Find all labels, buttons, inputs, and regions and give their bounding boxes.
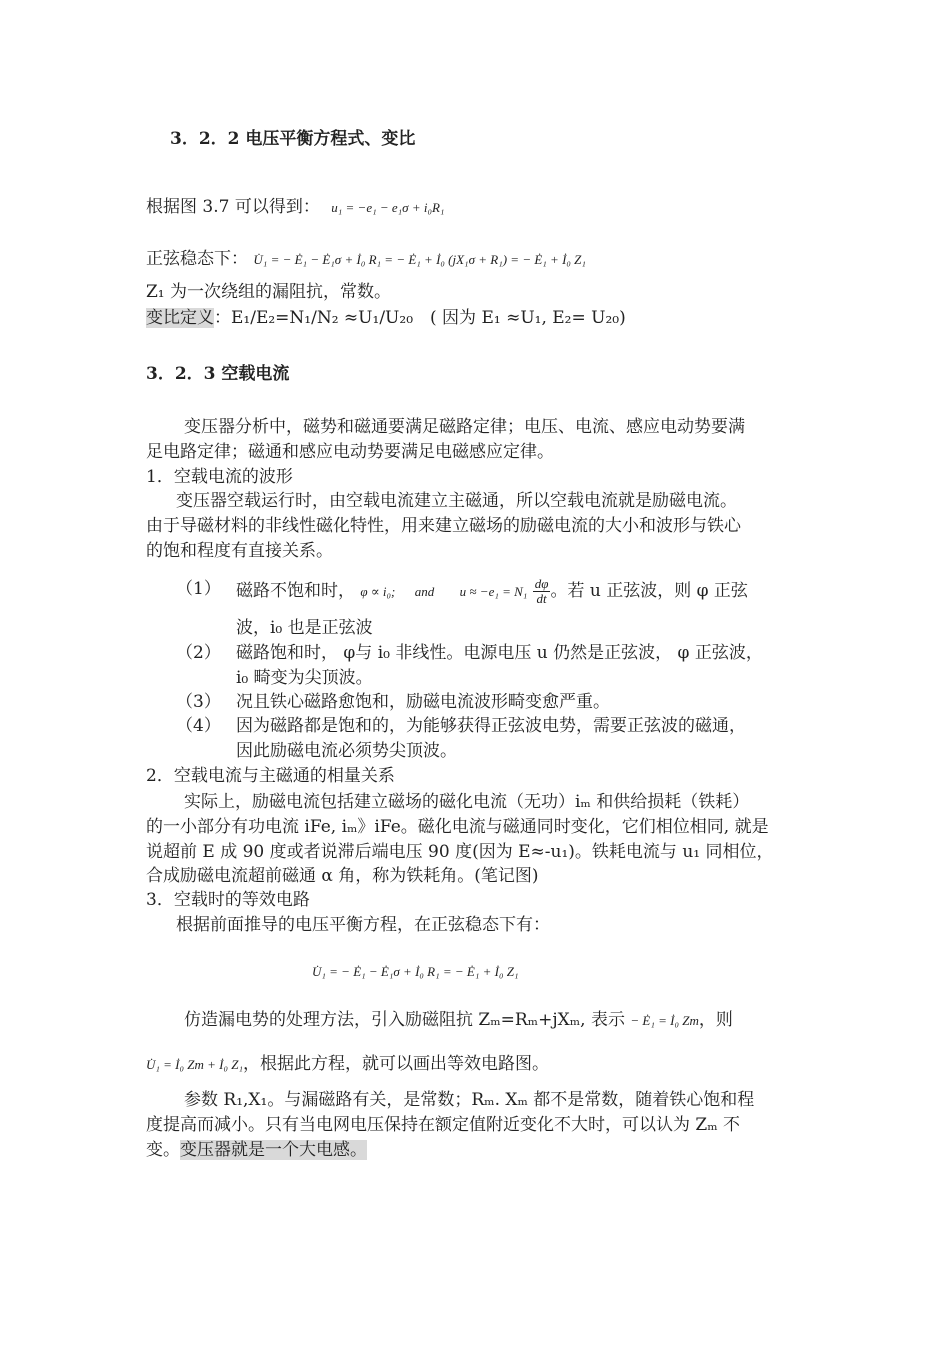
- paragraph-text: 仿造漏电势的处理方法，引入励磁阻抗 Zₘ=Rₘ+jXₘ, 表示: [184, 1010, 625, 1030]
- paragraph-line: [184, 1008, 733, 1033]
- eq-line-2-text: 正弦稳态下：: [146, 249, 248, 269]
- paragraph-line: 参数 R₁,X₁。与漏磁路有关，是常数；Rₘ. Xₘ 都不是常数，随着铁心饱和程: [184, 1090, 755, 1110]
- eq-line-2-formula: U̇₁ = − Ė₁ − Ė₁σ + İ₀ R₁ = − Ė₁ + İ₀ (jX₁σ + R₁) = − Ė₁ + İ₀ Z₁: [253, 252, 586, 267]
- eq-line-2: [146, 247, 586, 272]
- section-heading-3-2-3: 3．2．3 空载电流: [146, 364, 290, 384]
- paragraph-line: 的一小部分有功电流 iFe, iₘ》iFe。磁化电流与磁通同时变化，它们相位相同, 就是: [146, 817, 769, 837]
- section-heading-3-2-2: 3．2．2 电压平衡方程式、变比: [170, 129, 416, 149]
- paragraph-text: ，则: [698, 1010, 733, 1030]
- derivative-fraction: [533, 577, 551, 606]
- fraction-denominator: dt: [536, 591, 547, 606]
- paragraph-line: 合成励磁电流超前磁通 α 角，称为铁耗角。(笔记图): [146, 866, 539, 886]
- list-item-number: （2）: [176, 643, 221, 663]
- list-item: [236, 577, 748, 606]
- centered-equation: [312, 959, 519, 984]
- list-item-number: （1）: [176, 579, 221, 599]
- faraday-formula: u ≈ −e₁ = N₁: [459, 584, 528, 599]
- paragraph-line: 说超前 E 成 90 度或者说滞后端电压 90 度(因为 E≈-u₁)。铁耗电流与 u₁ 同相位，: [146, 842, 774, 862]
- paragraph-line: [146, 1052, 549, 1077]
- list-item-continuation: 波，i₀ 也是正弦波: [236, 618, 373, 638]
- paragraph-line: 变压器空载运行时，由空载电流建立主磁通，所以空载电流就是励磁电流。: [176, 491, 737, 511]
- list-item-continuation: 因此励磁电流必须势尖顶波。: [236, 741, 457, 761]
- paragraph-line: 足电路定律；磁通和感应电动势要满足电磁感应定律。: [146, 442, 554, 462]
- eq-line-1: [146, 195, 444, 220]
- paragraph-text: 变。: [146, 1140, 180, 1160]
- proportional-formula: φ ∝ i₀;: [360, 584, 396, 599]
- z1-definition: Z₁ 为一次绕组的漏阻抗，常数。: [146, 282, 392, 302]
- paragraph-line: 由于导磁材料的非线性磁化特性，用来建立磁场的励磁电流的大小和波形与铁心: [146, 516, 741, 536]
- subsection-title-2: 2．空载电流与主磁通的相量关系: [146, 766, 395, 786]
- excitation-formula: − Ė₁ = İ₀ Zm: [630, 1013, 699, 1028]
- eq-line-1-formula: u₁ = −e₁ − e₁σ + i₀R₁: [331, 200, 445, 215]
- list-item-number: （4）: [176, 716, 221, 736]
- paragraph-line: 变压器分析中，磁势和磁通要满足磁路定律；电压、电流、感应电动势要满: [184, 417, 745, 437]
- list-item-text: 因为磁路都是饱和的，为能够获得正弦波电势，需要正弦波的磁通，: [236, 716, 746, 736]
- paragraph-line: 的饱和程度有直接关系。: [146, 541, 333, 561]
- paragraph-line: 根据前面推导的电压平衡方程，在正弦稳态下有：: [176, 915, 550, 935]
- turns-ratio-formula: ：E₁/E₂=N₁/N₂ ≈U₁/U₂₀ ( 因为 E₁ ≈U₁, E₂= U₂₀): [214, 308, 626, 328]
- list-item-text: 磁路不饱和时，: [236, 581, 355, 601]
- voltage-balance-equation: U̇₁ = − Ė₁ − Ė₁σ + İ₀ R₁ = − Ė₁ + İ₀ Z₁: [312, 964, 519, 979]
- list-item-number: （3）: [176, 692, 221, 712]
- paragraph-line: 度提高而减小。只有当电网电压保持在额定值附近变化不大时，可以认为 Zₘ 不: [146, 1115, 741, 1135]
- highlighted-sentence: 变压器就是一个大电感。: [180, 1140, 367, 1160]
- list-item-text: 况且铁心磁路愈饱和，励磁电流波形畸变愈严重。: [236, 692, 610, 712]
- fraction-numerator: dφ: [534, 576, 549, 591]
- highlighted-term: 变比定义: [146, 308, 214, 328]
- list-item-continuation: i₀ 畸变为尖顶波。: [236, 668, 373, 688]
- circuit-equation: U̇₁ = İ₀ Zm + İ₀ Z₁: [146, 1057, 244, 1072]
- paragraph-line: [146, 1138, 367, 1162]
- list-item-text: 磁路饱和时， φ与 i₀ 非线性。电源电压 u 仍然是正弦波， φ 正弦波，: [236, 643, 763, 663]
- turns-ratio-line: [146, 306, 626, 330]
- and-label: and: [414, 584, 435, 599]
- subsection-title-1: 1．空载电流的波形: [146, 467, 293, 487]
- list-item-text: 。若 u 正弦波，则 φ 正弦: [550, 581, 748, 601]
- subsection-title-3: 3．空载时的等效电路: [146, 890, 310, 910]
- paragraph-text: ，根据此方程，就可以画出等效电路图。: [243, 1054, 550, 1074]
- paragraph-line: 实际上，励磁电流包括建立磁场的磁化电流（无功）iₘ 和供给损耗（铁耗）: [184, 792, 750, 812]
- eq-line-1-text: 根据图 3.7 可以得到：: [146, 197, 320, 217]
